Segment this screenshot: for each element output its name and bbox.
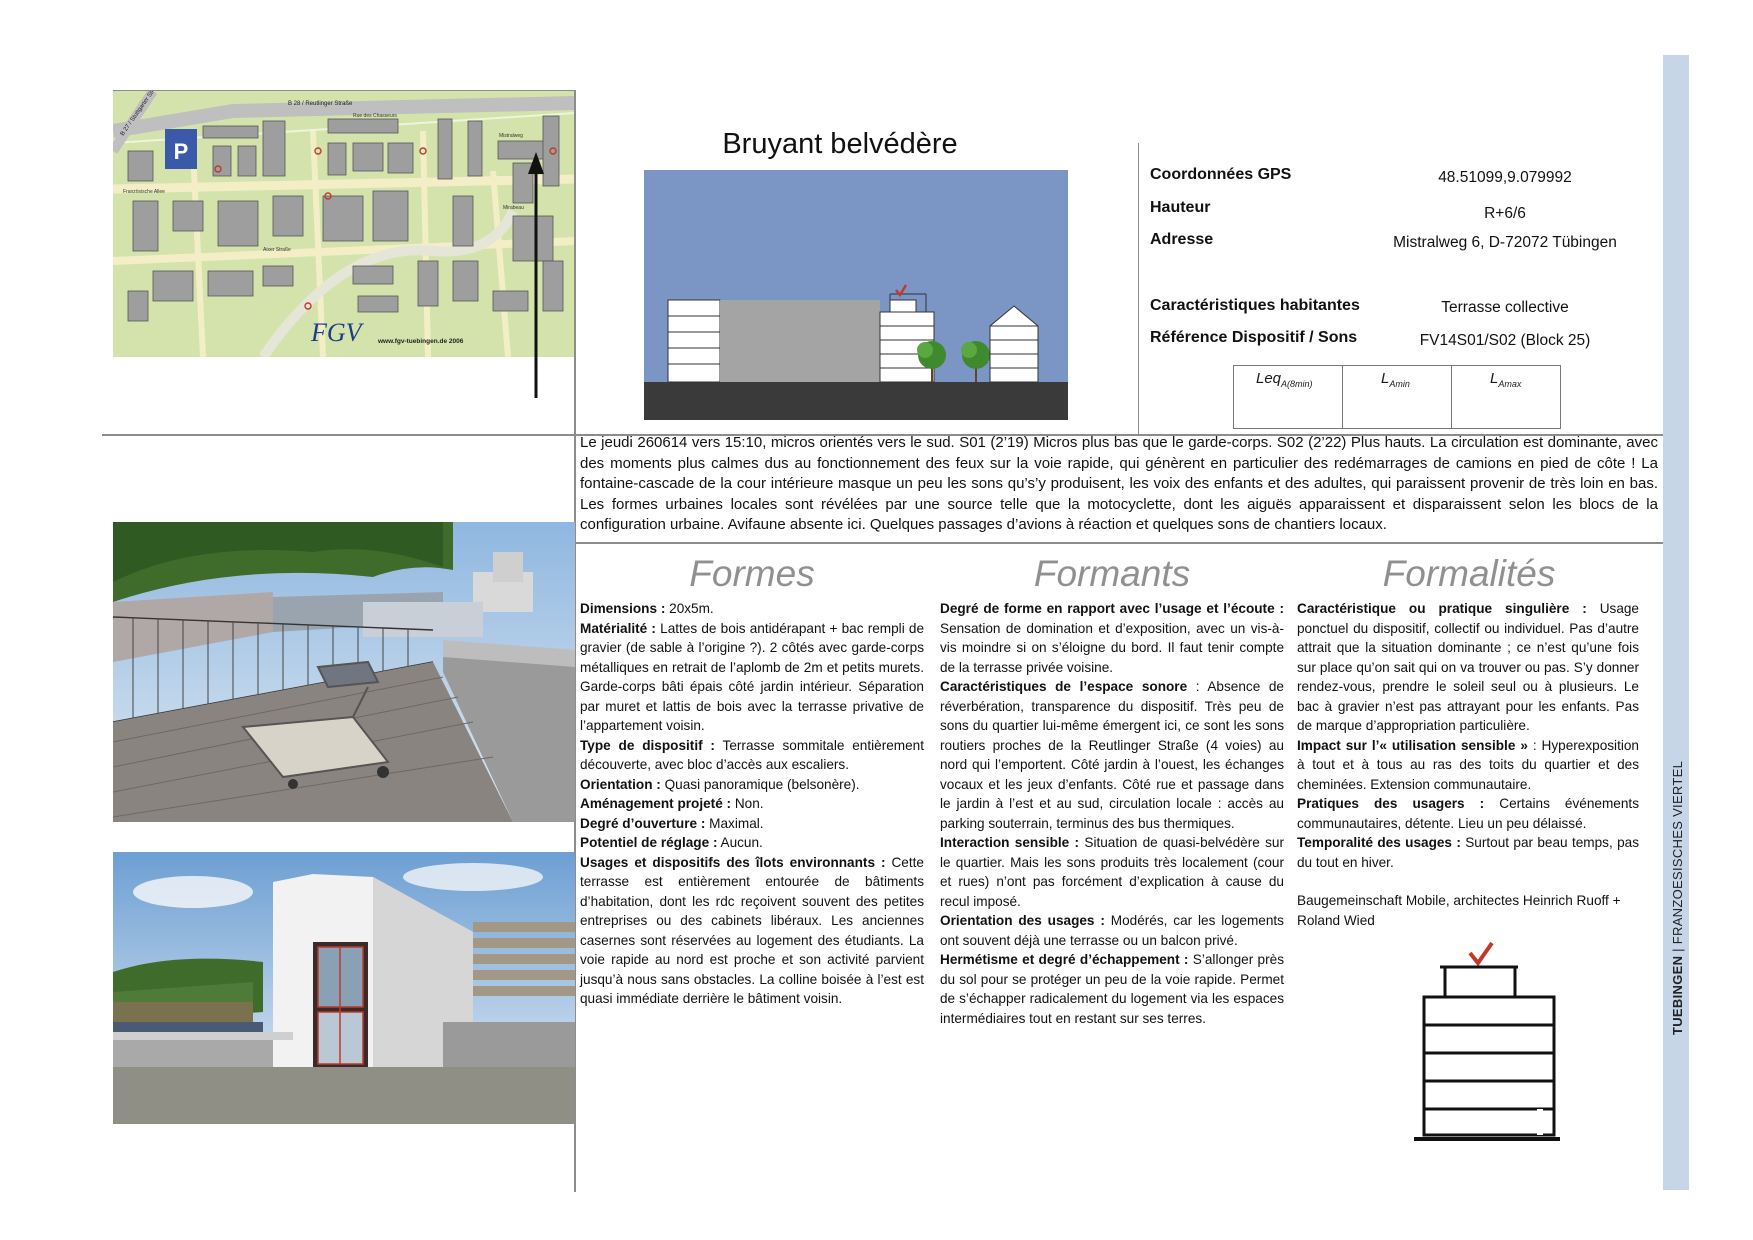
- map-website: www.fgv-tuebingen.de 2006: [378, 338, 464, 345]
- divider-vertical-info: [1138, 143, 1139, 434]
- leq-box: [1233, 365, 1343, 429]
- north-arrow-icon: [525, 150, 547, 400]
- formes-item: Usages et dispositifs des îlots environnants : Cette terrasse est entièrement entourée de bâtiments d’habitation, dont les rdc reçoivent souvent des petites entreprises ou des cabinets libéraux. Les anciennes casernes sont réservées au logement des étudiants. La voie rapide au nord est proche et son activité parvient jusqu’à nous sans obstacles. La colline boisée à l’est est quasi immédiate derrière le bâtiment voisin.: [580, 854, 924, 1006]
- height-label: Hauteur: [1150, 199, 1211, 216]
- formes-item: Aménagement projeté : Non.: [580, 796, 764, 811]
- heading-formants: Formants: [1033, 553, 1191, 594]
- lmax-label: L: [1490, 370, 1499, 387]
- building-elevation-drawing: [1410, 925, 1570, 1145]
- formants-item: Orientation des usages : Modérés, car les logements ont souvent déjà une terrasse ou un balcon privé.: [940, 913, 1284, 948]
- lmin-subscript: Amin: [1389, 379, 1410, 389]
- formes-item: Dimensions : 20x5m.: [580, 601, 714, 616]
- formants-item: Caractéristiques de l’espace sonore : Absence de réverbération, transparence du dispositif. Très peu de sons du quartier lui-même émergent ici, ce sont les sons routiers proches de la Reutlinger Straße (4 voies) au nord qui l’emportent. Côté jardin à l’ouest, les échanges vocaux et les jeux d’enfants. Côté rue et passage dans le jardin à l’est et au sud, circulation locale : accès au parking souterrain, terminus des bus thermiques.: [940, 679, 1284, 831]
- map-street-label: Rue des Chasseurs: [353, 113, 397, 119]
- site-map: [113, 91, 575, 357]
- parking-icon: P: [173, 139, 189, 164]
- check-mark-icon: [1470, 943, 1492, 963]
- formes-item: Degré d’ouverture : Maximal.: [580, 815, 764, 831]
- divider-horizontal-mid: [574, 542, 1688, 544]
- heading-formalites: Formalités: [1382, 553, 1556, 594]
- sidebar-district: FRANZOESISCHES VIERTEL: [1670, 760, 1685, 945]
- address-value: Mistralweg 6, D-72072 Tübingen: [1393, 234, 1617, 251]
- sidebar-location: [1670, 735, 1685, 1035]
- sidebar-city: TUEBINGEN: [1670, 955, 1685, 1035]
- heading-formes: Formes: [689, 553, 815, 594]
- formes-item: Orientation : Quasi panoramique (belsonère).: [580, 776, 860, 792]
- page-title: Bruyant belvédère: [722, 128, 958, 160]
- lmin-box: [1342, 365, 1452, 429]
- column-formalites: [1297, 599, 1639, 930]
- recording-description: Le jeudi 260614 vers 15:10, micros orientés vers le sud. S01 (2’19) Micros plus bas que le garde-corps. S02 (2’22) Plus hauts. La circulation est dominante, avec des moments plus calmes dus au fonctionnement des feux sur la voie rapide, qui génèrent en particulier des redémarrages de camions en pied de côte ! La fontaine-cascade de la cour intérieure masque un peu les sons qu’s’y produisent, les voix des enfants et des adultes, qui paraissent provenir de très loin en bas. Les formes urbaines locales sont révélées par une source telle que la motocyclette, dont les aiguës apparaissent et disparaissent selon les blocs de la configuration urbaine. Avifaune absente ici. Quelques passages d’avions à réaction et quelques sons de chantiers locaux.: [580, 434, 1658, 534]
- section-drawing: [644, 170, 1068, 420]
- address-label: Adresse: [1150, 231, 1214, 248]
- fgv-logo: FGV: [311, 318, 362, 347]
- formants-item: Degré de forme en rapport avec l’usage et l’écoute : Sensation de domination et d’exposition, avec un vis-à-vis moindre si on s’éloigne du bord. Il faut tenir compte de la terrasse privée voisine.: [940, 601, 1284, 675]
- reference-value: FV14S01/S02 (Block 25): [1419, 332, 1591, 349]
- formants-item: Interaction sensible : Situation de quasi-belvédère sur le quartier. Mais les sons produits très localement (cour et rues) n’ont pas forcément d’explication à cause du recul imposé.: [940, 835, 1284, 909]
- map-street-label: Mistralweg: [499, 133, 523, 139]
- formalites-item: Temporalité des usages : Surtout par beau temps, pas du tout en hiver.: [1297, 835, 1640, 870]
- sidebar-separator: |: [1670, 944, 1685, 956]
- inhabitant-label: Caractéristiques habitantes: [1150, 297, 1360, 314]
- map-street-label: Französische Allee: [123, 189, 165, 195]
- column-formes: [580, 599, 924, 1009]
- height-value: R+6/6: [1484, 205, 1526, 222]
- reference-label: Référence Dispositif / Sons: [1150, 329, 1358, 346]
- gps-value: 48.51099,9.079992: [1438, 169, 1572, 186]
- inhabitant-value: Terrasse collective: [1441, 299, 1569, 316]
- formalites-item: Impact sur l’« utilisation sensible » : Hyperexposition à tout et à tous au ras des toits du quartier et des cheminées. Extension communautaire.: [1297, 737, 1639, 792]
- formes-item: Matérialité : Lattes de bois antidérapant + bac rempli de gravier (de sable à l’origine ?). 2 côtés avec garde-corps métalliques en retrait de l’aplomb de 2m et petits murets. Garde-corps bâti épais côté jardin intérieur. Séparation par muret et lattis de bois avec la terrasse privative de l’appartement voisin.: [580, 620, 925, 733]
- lmax-box: [1451, 365, 1561, 429]
- column-formants: [940, 599, 1284, 1028]
- leq-subscript: A(8min): [1281, 379, 1313, 389]
- formes-item: Potentiel de réglage : Aucun.: [580, 835, 763, 850]
- formalites-item: Pratiques des usagers : Certains événements communautaires, détente. Lieu un peu délaissé.: [1297, 796, 1639, 831]
- map-street-label: Aixer Straße: [263, 247, 291, 253]
- map-street-label: Mirabeau: [503, 205, 524, 211]
- site-map-drawing: [113, 91, 575, 357]
- formalites-item: Caractéristique ou pratique singulière : Usage ponctuel du dispositif, collectif ou individuel. Pas d’autre attrait que la situation dominante ; ce n’est qu’une fois sur place qu’on sait qui on va trouver ou pas. S’y donner rendez-vous, prendre le soleil seul ou à plusieurs. Le bac à gravier n’est pas attrayant pour les enfants. Pas de marque d’appropriation particulière.: [1297, 601, 1639, 733]
- map-road-label: B 28 / Reutlinger Straße: [288, 101, 353, 107]
- architect-credit: Baugemeinschaft Mobile, architectes Heinrich Ruoff + Roland Wied: [1297, 893, 1621, 928]
- terrace-photo: [113, 522, 575, 822]
- leq-label: Leq: [1256, 370, 1282, 387]
- lmax-subscript: Amax: [1498, 379, 1522, 389]
- gps-label: Coordonnées GPS: [1150, 166, 1292, 183]
- stair-block-photo: [113, 852, 575, 1124]
- formes-item: Type de dispositif : Terrasse sommitale entièrement découverte, avec bloc d’accès aux escaliers.: [580, 737, 925, 772]
- lmin-label: L: [1381, 370, 1390, 387]
- map-frame-top: [113, 90, 575, 91]
- formants-item: Hermétisme et degré d’échappement : S’allonger près du sol pour se protéger un peu de la voie rapide. Permet de s’échapper radicalement du logement via les espaces intermédiaires tout en restant sur ses terres.: [940, 952, 1284, 1026]
